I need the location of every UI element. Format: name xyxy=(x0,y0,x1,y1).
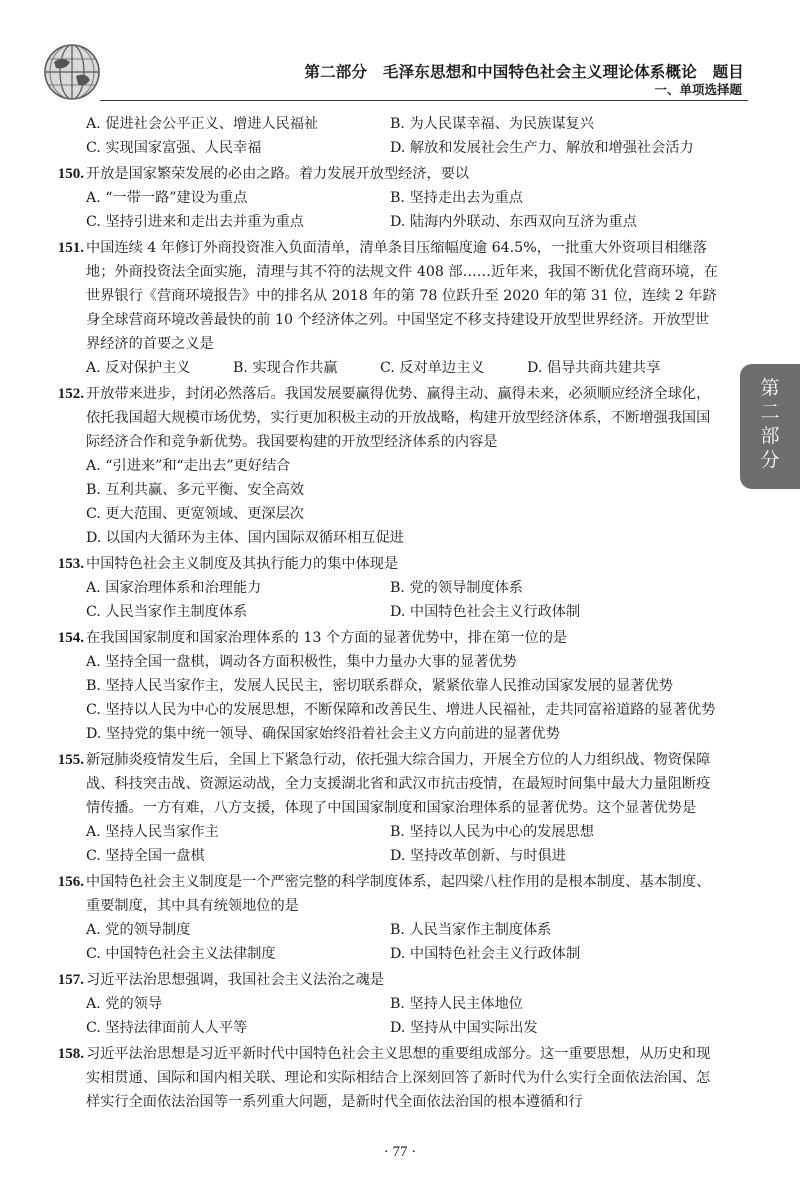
option-b: B. 坚持人民主体地位 xyxy=(390,996,523,1012)
question-158 xyxy=(52,1042,722,1114)
option-d: D. 中国特色社会主义行政体制 xyxy=(390,946,581,962)
header-subtitle: 一、单项选择题 xyxy=(654,82,742,97)
question-number: 154. xyxy=(57,630,84,646)
question-152 xyxy=(52,382,722,550)
option-c: C. 人民当家作主制度体系 xyxy=(86,604,248,620)
question-151 xyxy=(52,236,722,380)
option-d: D. 中国特色社会主义行政体制 xyxy=(390,604,581,620)
question-number: 150. xyxy=(57,166,84,182)
question-153 xyxy=(52,552,722,624)
option-d: D. 以国内大循环为主体、国内国际双循环相互促进 xyxy=(86,530,404,546)
question-stem: 开放带来进步，封闭必然落后。我国发展要赢得优势、赢得主动、赢得未来，必须顺应经济全球化，依托我国超大规模市场优势，实行更加积极主动的开放战略，构建开放型经济体系，不断增强我国国际经济合作和竞争新优势。我国要构建的开放型经济体系的内容是 xyxy=(86,386,711,450)
option-b: B. 坚持人民当家作主，发展人民民主，密切联系群众，紧紧依靠人民推动国家发展的显著优势 xyxy=(86,678,673,694)
option-c: C. 更大范围、更宽领域、更深层次 xyxy=(86,506,304,522)
question-stem: 新冠肺炎疫情发生后，全国上下紧急行动，依托强大综合国力，开展全方位的人力组织战、物资保障战、科技突击战、资源运动战，全力支援湖北省和武汉市抗击疫情，在最短时间集中最大力量阻断疫情传播。一方有难，八方支援，体现了中国国家制度和国家治理体系的显著优势。这个显著优势是 xyxy=(86,752,711,816)
option-d: D. 坚持改革创新、与时俱进 xyxy=(390,848,566,864)
option-a: A. 国家治理体系和治理能力 xyxy=(86,580,262,596)
question-number: 157. xyxy=(57,972,84,988)
option-b: B. 党的领导制度体系 xyxy=(390,580,523,596)
question-number: 156. xyxy=(57,874,84,890)
globe-logo-icon xyxy=(42,42,102,102)
question-stem: 中国特色社会主义制度是一个严密完整的科学制度体系，起四梁八柱作用的是根本制度、基本制度、重要制度，其中具有统领地位的是 xyxy=(86,874,711,914)
option-b: B. 为人民谋幸福、为民族谋复兴 xyxy=(390,116,594,132)
option-a: A. 党的领导制度 xyxy=(86,922,191,938)
option-a: A. 党的领导 xyxy=(86,996,163,1012)
option-c: C. 坚持全国一盘棋 xyxy=(86,848,205,864)
option-a: A. “一带一路”建设为重点 xyxy=(86,190,248,206)
question-154 xyxy=(52,626,722,746)
prev-question-options xyxy=(52,112,722,160)
option-c: C. 实现国家富强、人民幸福 xyxy=(86,140,262,156)
question-157 xyxy=(52,968,722,1040)
option-c: C. 坚持法律面前人人平等 xyxy=(86,1020,248,1036)
question-stem: 习近平法治思想强调，我国社会主义法治之魂是 xyxy=(86,972,384,988)
section-side-tab-label: 第 二 部 分 xyxy=(760,377,780,471)
question-number: 152. xyxy=(57,386,84,402)
option-a: A. “引进来”和“走出去”更好结合 xyxy=(86,458,291,474)
option-b: B. 互利共赢、多元平衡、安全高效 xyxy=(86,482,305,498)
option-a: A. 坚持全国一盘棋，调动各方面积极性，集中力量办大事的显著优势 xyxy=(86,654,517,670)
option-d: D. 坚持党的集中统一领导、确保国家始终沿着社会主义方向前进的显著优势 xyxy=(86,726,560,742)
option-c: C. 反对单边主义 xyxy=(380,360,485,376)
page-header xyxy=(0,0,800,110)
question-stem: 在我国国家制度和国家治理体系的 13 个方面的显著优势中，排在第一位的是 xyxy=(86,630,568,646)
question-number: 155. xyxy=(57,752,84,768)
option-c: C. 坚持以人民为中心的发展思想，不断保障和改善民生、增进人民福祉，走共同富裕道路的显著优势 xyxy=(86,702,716,718)
option-a: A. 促进社会公平正义、增进人民福祉 xyxy=(86,116,319,132)
option-d: D. 坚持从中国实际出发 xyxy=(390,1020,538,1036)
question-number: 151. xyxy=(57,240,84,256)
option-b: B. 实现合作共赢 xyxy=(233,360,338,376)
section-side-tab xyxy=(740,364,800,489)
option-b: B. 坚持走出去为重点 xyxy=(390,190,523,206)
option-c: C. 中国特色社会主义法律制度 xyxy=(86,946,276,962)
question-155 xyxy=(52,748,722,868)
option-d: D. 解放和发展社会生产力、解放和增强社会活力 xyxy=(390,140,694,156)
page-number: · 77 · xyxy=(383,1144,417,1160)
option-a: A. 反对保护主义 xyxy=(86,360,191,376)
option-a: A. 坚持人民当家作主 xyxy=(86,824,219,840)
question-number: 153. xyxy=(57,556,84,572)
question-list xyxy=(52,112,722,1114)
question-stem: 中国特色社会主义制度及其执行能力的集中体现是 xyxy=(86,556,399,572)
header-title: 第二部分 毛泽东思想和中国特色社会主义理论体系概论 题目 xyxy=(304,63,744,81)
header-divider xyxy=(100,100,748,101)
option-b: B. 坚持以人民为中心的发展思想 xyxy=(390,824,594,840)
question-156 xyxy=(52,870,722,966)
question-150 xyxy=(52,162,722,234)
question-stem: 开放是国家繁荣发展的必由之路。着力发展开放型经济，要以 xyxy=(86,166,470,182)
option-d: D. 陆海内外联动、东西双向互济为重点 xyxy=(390,214,637,230)
option-b: B. 人民当家作主制度体系 xyxy=(390,922,552,938)
question-stem: 中国连续 4 年修订外商投资准入负面清单，清单条目压缩幅度逾 64.5%，一批重大外资项目相继落地；外商投资法全面实施，清理与其不符的法规文件 408 部……近年来，我国不断优化营商环境，在世界银行《营商环境报告》中的排名从 2018 年的第 78 位跃升至 2020 年的第 31 位，连续 2 年跻身全球营商环境改善最快的前 10 个经济体之列。中国坚定不移支持建设开放型世界经济。开放型世界经济的首要之义是 xyxy=(86,240,718,352)
question-number: 158. xyxy=(57,1046,84,1062)
option-c: C. 坚持引进来和走出去并重为重点 xyxy=(86,214,304,230)
question-stem: 习近平法治思想是习近平新时代中国特色社会主义思想的重要组成部分。这一重要思想，从历史和现实相贯通、国际和国内相关联、理论和实际相结合上深刻回答了新时代为什么实行全面依法治国、怎样实行全面依法治国等一系列重大问题，是新时代全面依法治国的根本遵循和行 xyxy=(86,1046,711,1110)
option-d: D. 倡导共商共建共享 xyxy=(527,360,661,376)
